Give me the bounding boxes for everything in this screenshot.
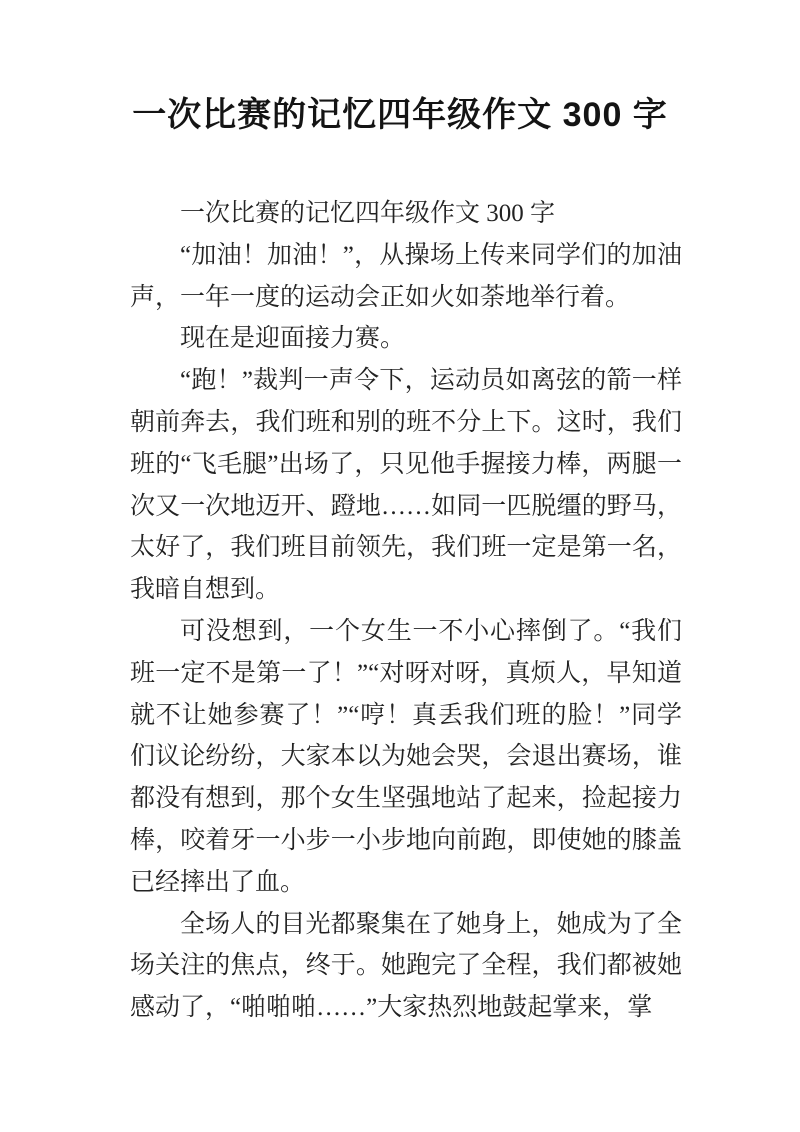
- essay-paragraph-5: 全场人的目光都聚集在了她身上，她成为了全场关注的焦点，终于。她跑完了全程，我们都被她感动了，“啪啪啪……”大家热烈地鼓起掌来，掌: [130, 910, 682, 1022]
- document-title: 一次比赛的记忆四年级作文 300 字: [132, 96, 668, 134]
- essay-paragraph-2: 现在是迎面接力赛。: [180, 325, 406, 353]
- essay-paragraph-1: “加油！加油！”，从操场上传来同学们的加油声，一年一度的运动会正如火如荼地举行着。: [130, 241, 682, 311]
- essay-paragraph-3: “跑！”裁判一声令下，运动员如离弦的箭一样朝前奔去，我们班和别的班不分上下。这时，我们班的“飞毛腿”出场了，只见他手握接力棒，两腿一次又一次地迈开、蹬地……如同一匹脱缰的野马，太好了，我们班目前领先，我们班一定是第一名，我暗自想到。: [130, 367, 682, 604]
- essay-body: [130, 193, 682, 1029]
- essay-paragraph-4: 可没想到，一个女生一不小心摔倒了。“我们班一定不是第一了！”“对呀对呀，真烦人，早知道就不让她参赛了！”“哼！真丢我们班的脸！”同学们议论纷纷，大家本以为她会哭，会退出赛场，谁都没有想到，那个女生坚强地站了起来，捡起接力棒，咬着牙一小步一小步地向前跑，即使她的膝盖已经摔出了血。: [130, 617, 682, 896]
- essay-subtitle: 一次比赛的记忆四年级作文 300 字: [180, 200, 556, 227]
